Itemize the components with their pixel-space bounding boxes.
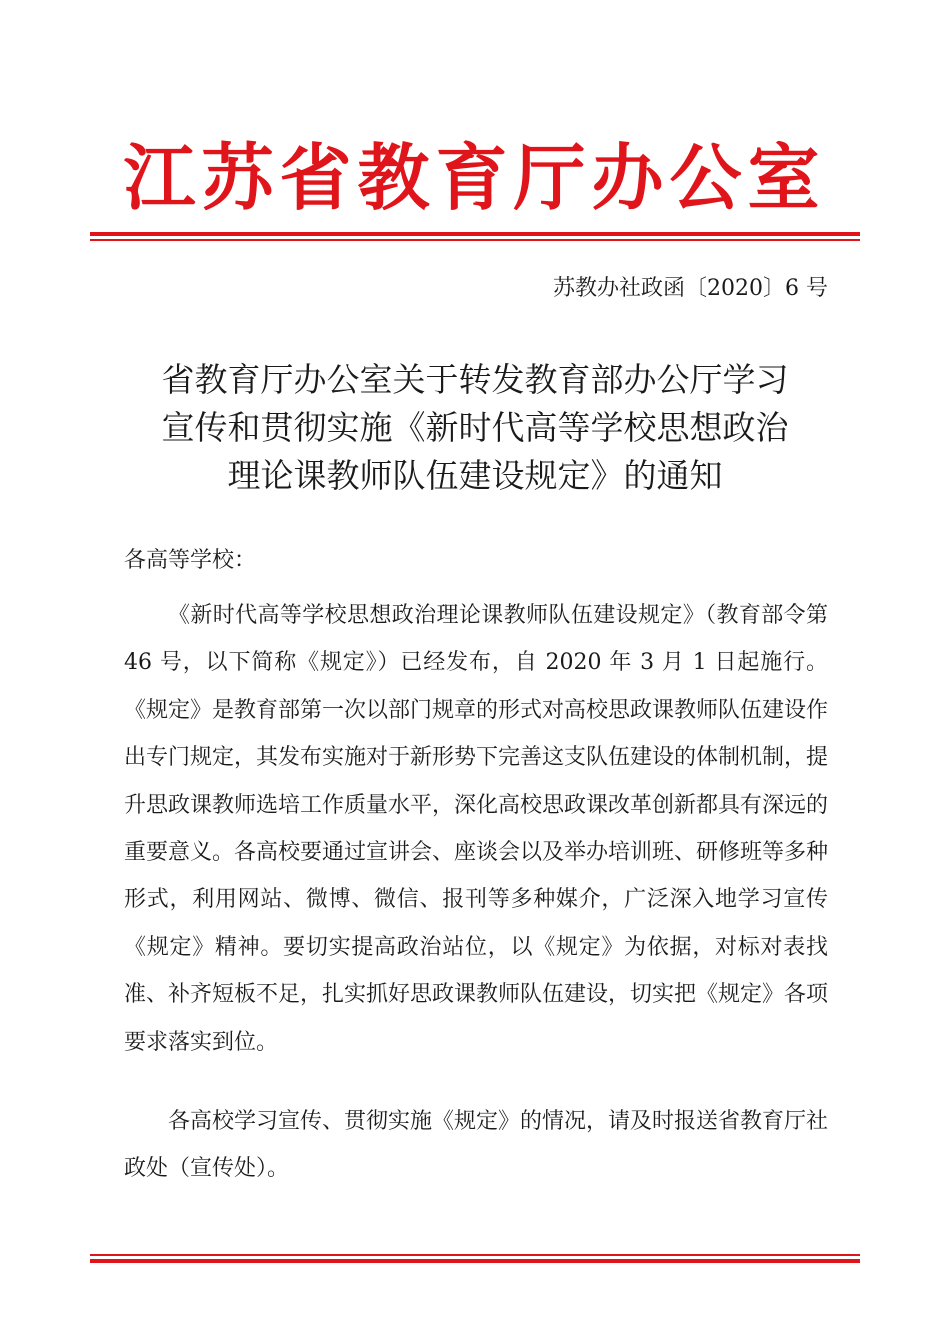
body-paragraph-1: 《新时代高等学校思想政治理论课教师队伍建设规定》（教育部令第 46 号，以下简称《规定》）已经发布，自 2020 年 3 月 1 日起施行。《规定》是教育部第一次以部门规章的形式对高校思政课教师队伍建设作出专门规定，其发布实施对于新形势下完善这支队伍建设的体制机制，提升思政课教师选培工作质量水平，深化高校思政课改革创新都具有深远的重要意义。各高校要通过宣讲会、座谈会以及举办培训班、研修班等多种形式，利用网站、微博、微信、报刊等多种媒介，广泛深入地学习宣传《规定》精神。要切实提高政治站位，以《规定》为依据，对标对表找准、补齐短板不足，扎实抓好思政课教师队伍建设，切实把《规定》各项要求落实到位。 <box>124 603 829 1055</box>
issuer-masthead: 江苏省教育厅办公室 <box>123 136 826 220</box>
document-title <box>100 356 850 500</box>
document-number: 苏教办社政函〔2020〕6 号 <box>553 276 828 301</box>
footer-divider <box>90 1254 860 1263</box>
salutation: 各高等学校： <box>124 548 257 573</box>
title-line-2: 宣传和贯彻实施《新时代高等学校思想政治 <box>161 408 789 447</box>
body-paragraph-2: 各高校学习宣传、贯彻实施《规定》的情况，请及时报送省教育厅社政处（宣传处）。 <box>124 1109 829 1182</box>
title-line-3: 理论课教师队伍建设规定》的通知 <box>227 456 723 495</box>
footer-thick-line <box>90 1259 860 1263</box>
title-line-1: 省教育厅办公室关于转发教育部办公厅学习 <box>161 360 789 399</box>
header-divider <box>90 232 860 241</box>
divider-thin-line <box>90 239 860 241</box>
